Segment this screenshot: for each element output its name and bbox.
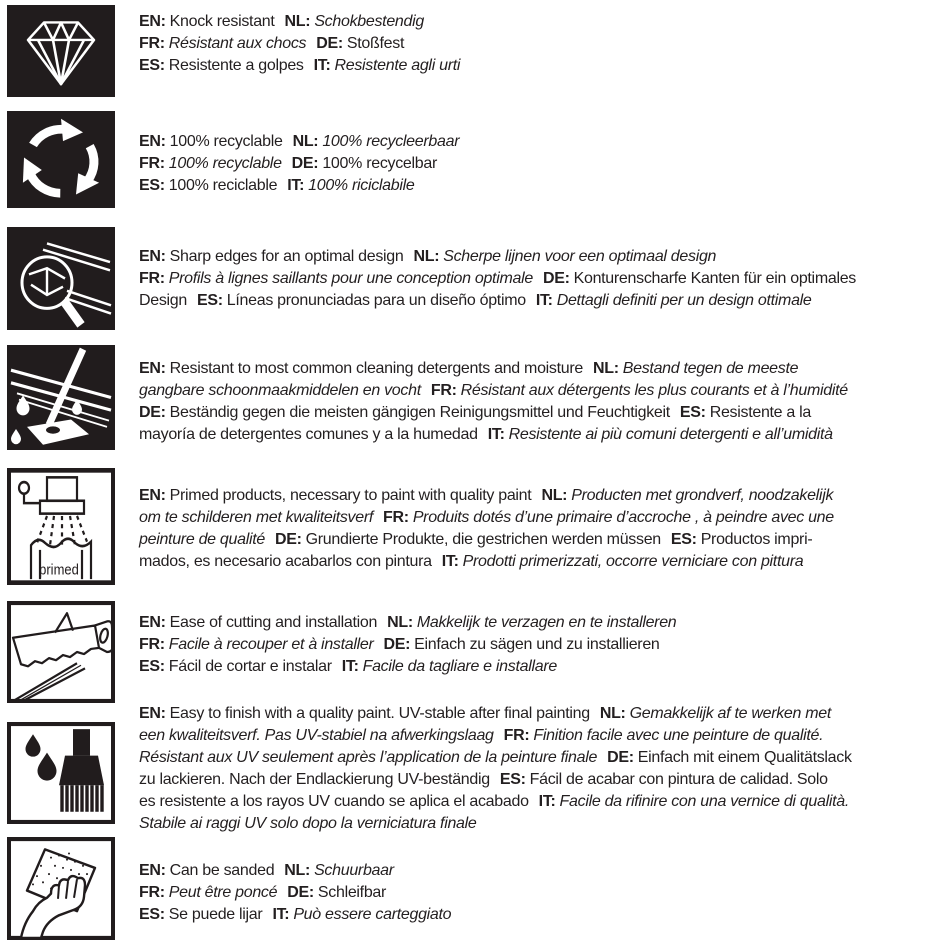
- feature-text-sharp-edges: [139, 246, 938, 312]
- feature-description: Peut être poncé: [168, 884, 278, 901]
- feature-description: Beständig gegen die meisten gängigen Reinigungsmittel und Feuchtigkeit: [169, 404, 670, 421]
- feature-description: 100% recyclable: [169, 133, 283, 150]
- language-label: NL:: [292, 133, 319, 150]
- sanding-hand-icon: [7, 837, 115, 940]
- language-label: EN:: [139, 705, 166, 722]
- text-line: [139, 402, 938, 424]
- language-label: EN:: [139, 487, 166, 504]
- language-label: EN:: [139, 360, 166, 377]
- feature-description: Profils à lignes saillants pour une conception optimale: [168, 270, 533, 287]
- text-line: [139, 11, 938, 33]
- feature-description: Einfach zu sägen und zu installieren: [414, 636, 660, 653]
- language-label: EN:: [139, 614, 166, 631]
- language-label: ES:: [499, 771, 526, 788]
- language-label: DE:: [607, 749, 634, 766]
- feature-description: Schokbestendig: [314, 13, 424, 30]
- text-line: [139, 358, 938, 380]
- language-label: IT:: [272, 906, 290, 923]
- text-line: [139, 791, 938, 813]
- feature-description: gangbare schoonmaakmiddelen en vocht: [139, 382, 421, 399]
- language-label: EN:: [139, 133, 166, 150]
- paint-brush-drops-icon: [7, 722, 115, 824]
- feature-description: 100% recyclable: [168, 155, 282, 172]
- language-label: DE:: [383, 636, 411, 653]
- feature-description: Fácil de cortar e instalar: [168, 658, 332, 675]
- feature-description: mados, es necesario acabarlos con pintura: [139, 553, 432, 570]
- text-line: [139, 268, 938, 290]
- text-line: [139, 55, 938, 77]
- language-label: FR:: [430, 382, 457, 399]
- language-label: NL:: [593, 360, 619, 377]
- text-line: [139, 131, 938, 153]
- text-line: [139, 551, 938, 573]
- language-label: IT:: [535, 292, 553, 309]
- feature-description: Se puede lijar: [168, 906, 263, 923]
- text-line: [139, 33, 938, 55]
- language-label: IT:: [538, 793, 556, 810]
- feature-description: om te schilderen met kwaliteitsverf: [139, 509, 374, 526]
- feature-description: Design: [139, 292, 188, 309]
- language-label: NL:: [284, 862, 311, 879]
- language-label: NL:: [284, 13, 311, 30]
- hand-saw-icon: [7, 601, 115, 703]
- language-label: ES:: [139, 906, 165, 923]
- feature-description: Gemakkelijk af te werken met: [629, 705, 832, 722]
- feature-text-cleaning-resistant: [139, 358, 938, 446]
- feature-description: Résistant aux chocs: [168, 35, 307, 52]
- feature-text-knock-resistant: [139, 11, 938, 77]
- feature-description: Productos impri-: [700, 531, 813, 548]
- feature-description: Dettagli definiti per un design ottimale: [556, 292, 812, 309]
- language-label: DE:: [316, 35, 343, 52]
- feature-text-primed: [139, 485, 938, 573]
- language-label: ES:: [139, 658, 165, 675]
- text-line: [139, 634, 938, 656]
- text-line: [139, 507, 938, 529]
- language-label: IT:: [341, 658, 359, 675]
- language-label: ES:: [670, 531, 697, 548]
- language-label: NL:: [541, 487, 568, 504]
- text-line: [139, 656, 938, 678]
- language-label: DE:: [291, 155, 319, 172]
- text-line: [139, 703, 938, 725]
- feature-description: Stoßfest: [346, 35, 405, 52]
- feature-description: Sharp edges for an optimal design: [169, 248, 404, 265]
- feature-description: Résistant aux détergents les plus courants et à l’humidité: [460, 382, 848, 399]
- diamond-icon: [7, 5, 115, 97]
- language-label: DE:: [287, 884, 314, 901]
- feature-description: Resistente ai più comuni detergenti e all’umidità: [508, 426, 833, 443]
- feature-description: es resistente a los rayos UV cuando se aplica el acabado: [139, 793, 529, 810]
- language-label: DE:: [542, 270, 570, 287]
- feature-description: 100% reciclable: [168, 177, 278, 194]
- feature-description: Líneas pronunciadas para un diseño óptimo: [226, 292, 526, 309]
- primer-spray-icon: [7, 468, 115, 585]
- language-label: FR:: [139, 884, 165, 901]
- recycle-icon: [7, 111, 115, 208]
- text-line: [139, 882, 938, 904]
- feature-description: Primed products, necessary to paint with quality paint: [169, 487, 532, 504]
- language-label: FR:: [503, 727, 530, 744]
- language-label: FR:: [139, 270, 165, 287]
- feature-description: Produits dotés d’une primaire d’accroche , à peindre avec une: [412, 509, 834, 526]
- text-line: [139, 485, 938, 507]
- language-label: IT:: [287, 177, 305, 194]
- feature-description: Resistente a golpes: [168, 57, 304, 74]
- text-line: [139, 175, 938, 197]
- feature-description: Bestand tegen de meeste: [622, 360, 799, 377]
- language-label: ES:: [139, 177, 165, 194]
- language-label: IT:: [441, 553, 459, 570]
- sharp-edge-magnifier-icon: [7, 227, 115, 330]
- text-line: [139, 904, 938, 926]
- feature-text-easy-finish-paint: [139, 703, 938, 835]
- feature-description: Grundierte Produkte, die gestrichen werden müssen: [305, 531, 661, 548]
- feature-description: zu lackieren. Nach der Endlackierung UV-beständig: [139, 771, 490, 788]
- language-label: IT:: [313, 57, 331, 74]
- feature-description: Fácil de acabar con pintura de calidad. Solo: [529, 771, 828, 788]
- feature-description: 100% riciclabile: [308, 177, 415, 194]
- text-line: [139, 290, 938, 312]
- text-line: [139, 246, 938, 268]
- text-line: [139, 725, 938, 747]
- feature-text-easy-cutting: [139, 612, 938, 678]
- language-label: DE:: [274, 531, 302, 548]
- language-label: DE:: [139, 404, 166, 421]
- mop-cleaning-icon: [7, 345, 115, 450]
- text-line: [139, 380, 938, 402]
- feature-description: Schuurbaar: [314, 862, 394, 879]
- language-label: NL:: [413, 248, 440, 265]
- feature-description: mayoría de detergentes comunes y a la humedad: [139, 426, 478, 443]
- language-label: NL:: [387, 614, 413, 631]
- feature-description: peinture de qualité: [139, 531, 265, 548]
- feature-text-recyclable: [139, 131, 938, 197]
- feature-description: Resistant to most common cleaning detergents and moisture: [169, 360, 583, 377]
- language-label: ES:: [139, 57, 165, 74]
- feature-description: een kwaliteitsverf. Pas UV-stabiel na afwerkingslaag: [139, 727, 494, 744]
- feature-description: Può essere carteggiato: [293, 906, 452, 923]
- language-label: FR:: [139, 636, 165, 653]
- feature-description: Prodotti primerizzati, occorre verniciare con pittura: [462, 553, 804, 570]
- feature-description: Facile da tagliare e installare: [362, 658, 557, 675]
- feature-description: Konturenscharfe Kanten für ein optimales: [573, 270, 856, 287]
- feature-description: Facile da rifinire con una vernice di qualità.: [559, 793, 850, 810]
- feature-description: 100% recycelbar: [322, 155, 438, 172]
- feature-description: Can be sanded: [169, 862, 275, 879]
- language-label: FR:: [139, 155, 165, 172]
- language-label: EN:: [139, 248, 166, 265]
- feature-description: Scherpe lijnen voor een optimaal design: [443, 248, 717, 265]
- feature-description: Easy to finish with a quality paint. UV-stable after final painting: [169, 705, 590, 722]
- language-label: EN:: [139, 862, 166, 879]
- language-label: ES:: [197, 292, 223, 309]
- feature-text-can-be-sanded: [139, 860, 938, 926]
- language-label: FR:: [383, 509, 409, 526]
- text-line: [139, 860, 938, 882]
- feature-description: Ease of cutting and installation: [169, 614, 378, 631]
- language-label: EN:: [139, 13, 166, 30]
- feature-description: Makkelijk te verzagen en te installeren: [416, 614, 677, 631]
- feature-description: Finition facile avec une peinture de qualité.: [533, 727, 824, 744]
- feature-description: Stabile ai raggi UV solo dopo la verniciatura finale: [139, 815, 477, 832]
- feature-description: Knock resistant: [169, 13, 275, 30]
- text-line: [139, 529, 938, 551]
- feature-description: Resistente a la: [709, 404, 812, 421]
- feature-description: Producten met grondverf, noodzakelijk: [571, 487, 834, 504]
- language-label: NL:: [599, 705, 626, 722]
- text-line: [139, 769, 938, 791]
- feature-description: Resistente agli urti: [334, 57, 461, 74]
- language-label: ES:: [679, 404, 706, 421]
- text-line: [139, 612, 938, 634]
- text-line: [139, 153, 938, 175]
- text-line: [139, 813, 938, 835]
- language-label: IT:: [487, 426, 505, 443]
- feature-description: Einfach mit einem Qualitätslack: [637, 749, 852, 766]
- text-line: [139, 424, 938, 446]
- feature-description: Facile à recouper et à installer: [168, 636, 374, 653]
- language-label: FR:: [139, 35, 165, 52]
- primed-label: primed: [39, 560, 79, 578]
- feature-description: Schleifbar: [317, 884, 387, 901]
- feature-description: 100% recycleerbaar: [322, 133, 460, 150]
- text-line: [139, 747, 938, 769]
- feature-description: Résistant aux UV seulement après l’application de la peinture finale: [139, 749, 598, 766]
